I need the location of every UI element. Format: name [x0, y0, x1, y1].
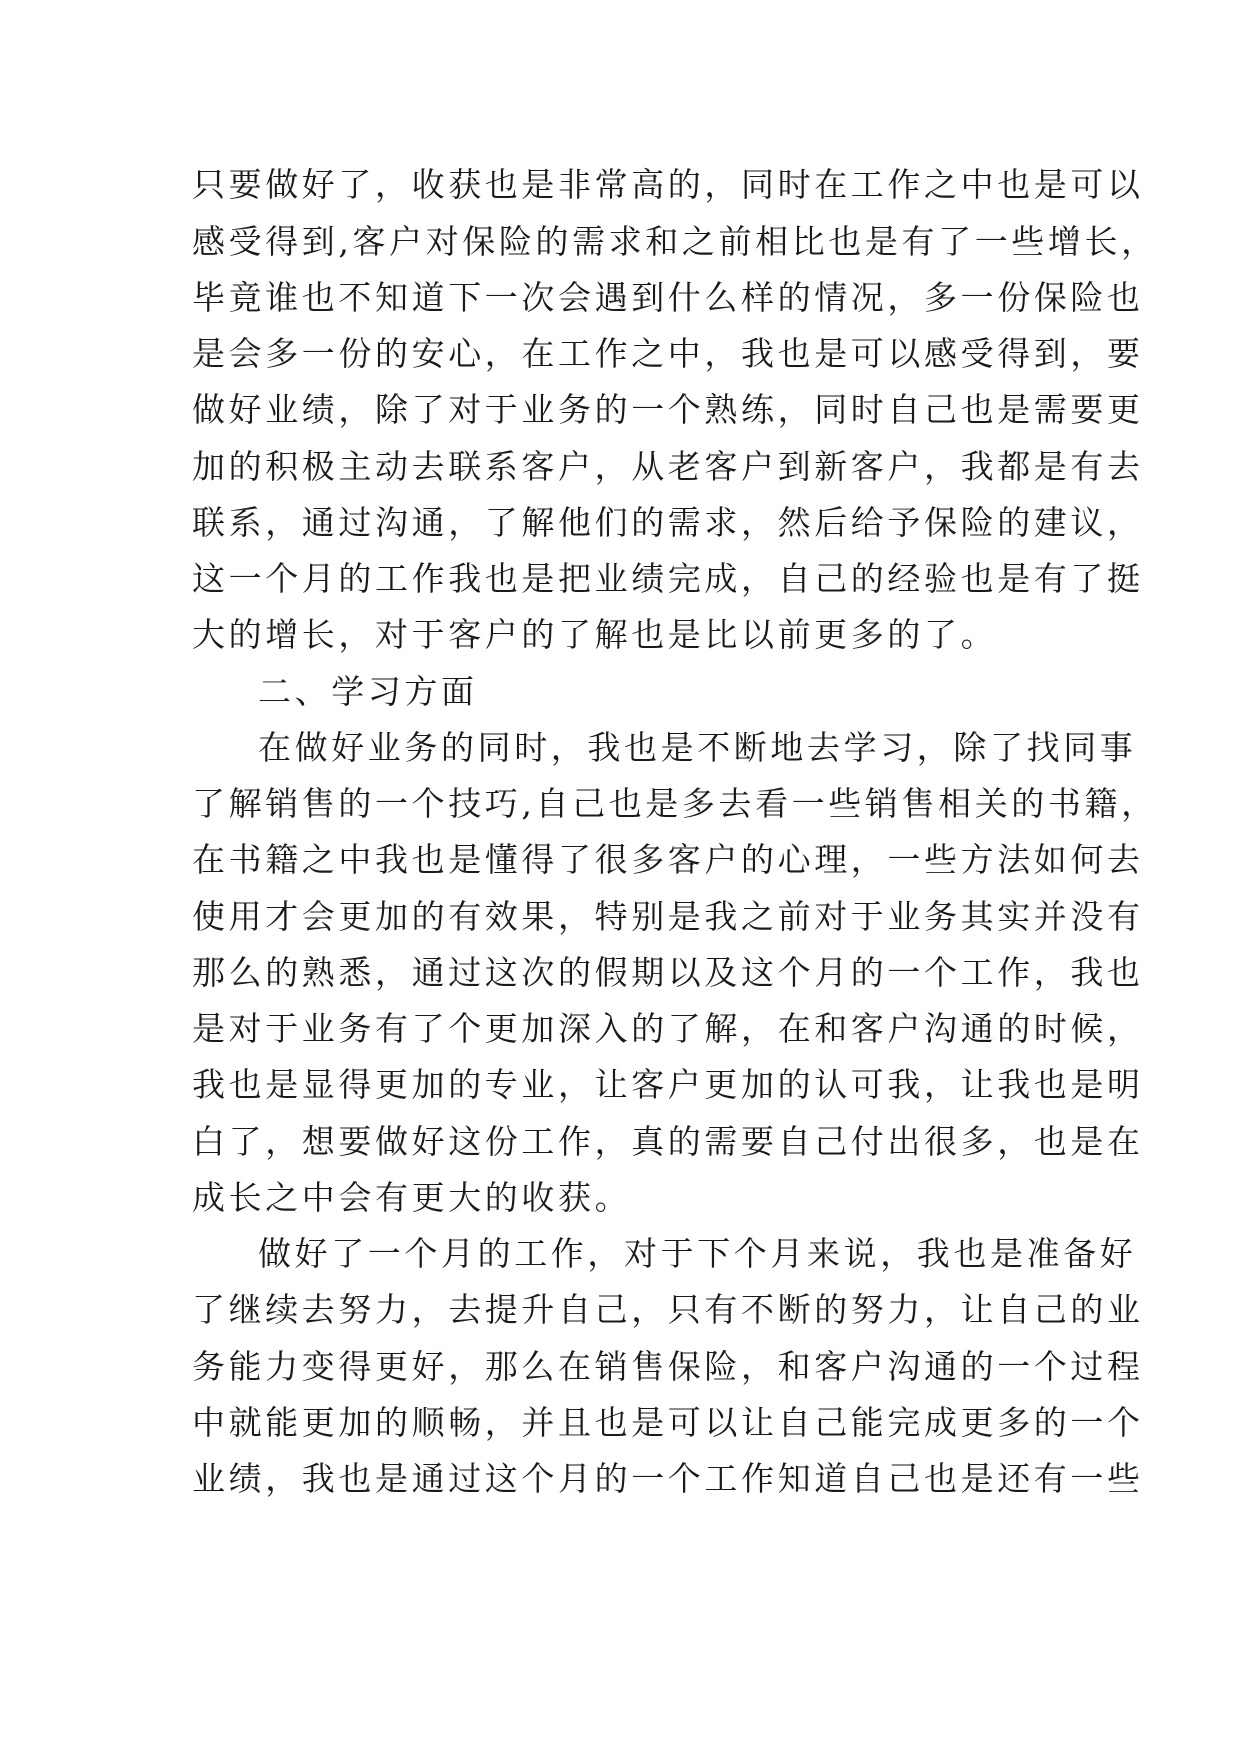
text-line-20: 做好了一个月的工作，对于下个月来说，我也是准备好: [258, 1234, 1137, 1273]
section-heading: 二、学习方面: [258, 672, 478, 711]
text-line-4: 是会多一份的安心，在工作之中，我也是可以感受得到，要: [192, 334, 1144, 373]
text-line-16: 是对于业务有了个更加深入的了解，在和客户沟通的时候，: [192, 1009, 1144, 1048]
text-line-14: 使用才会更加的有效果，特别是我之前对于业务其实并没有: [192, 897, 1144, 936]
text-line-1: 只要做好了，收获也是非常高的，同时在工作之中也是可以: [192, 165, 1144, 204]
text-line-22: 务能力变得更好，那么在销售保险，和客户沟通的一个过程: [192, 1347, 1144, 1386]
text-line-21: 了继续去努力，去提升自己，只有不断的努力，让自己的业: [192, 1290, 1144, 1329]
text-line-24: 业绩，我也是通过这个月的一个工作知道自己也是还有一些: [192, 1459, 1144, 1498]
text-line-11: 在做好业务的同时，我也是不断地去学习，除了找同事: [258, 728, 1137, 767]
text-line-2: 感受得到,客户对保险的需求和之前相比也是有了一些增长，: [192, 222, 1158, 261]
text-line-13: 在书籍之中我也是懂得了很多客户的心理，一些方法如何去: [192, 840, 1144, 879]
text-line-19: 成长之中会有更大的收获。: [192, 1178, 632, 1217]
text-line-5: 做好业绩，除了对于业务的一个熟练，同时自己也是需要更: [192, 390, 1144, 429]
text-line-7: 联系，通过沟通，了解他们的需求，然后给予保险的建议，: [192, 503, 1144, 542]
text-line-18: 白了，想要做好这份工作，真的需要自己付出很多，也是在: [192, 1122, 1144, 1161]
text-line-23: 中就能更加的顺畅，并且也是可以让自己能完成更多的一个: [192, 1403, 1144, 1442]
text-line-12: 了解销售的一个技巧,自己也是多去看一些销售相关的书籍，: [192, 784, 1158, 823]
text-line-6: 加的积极主动去联系客户，从老客户到新客户，我都是有去: [192, 447, 1144, 486]
text-line-9: 大的增长，对于客户的了解也是比以前更多的了。: [192, 615, 998, 654]
text-line-15: 那么的熟悉，通过这次的假期以及这个月的一个工作，我也: [192, 953, 1144, 992]
text-line-17: 我也是显得更加的专业，让客户更加的认可我，让我也是明: [192, 1065, 1144, 1104]
text-line-8: 这一个月的工作我也是把业绩完成，自己的经验也是有了挺: [192, 559, 1144, 598]
text-line-3: 毕竟谁也不知道下一次会遇到什么样的情况，多一份保险也: [192, 278, 1144, 317]
